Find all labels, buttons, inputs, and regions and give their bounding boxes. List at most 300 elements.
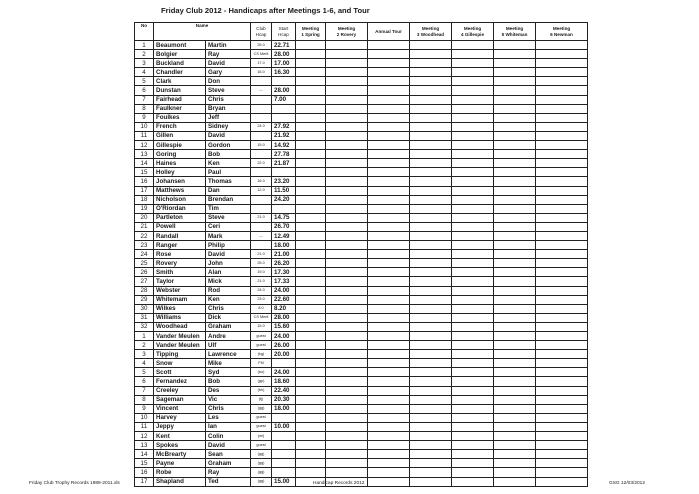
surname-cell: Spokes: [154, 441, 206, 450]
row-number: 13: [135, 150, 154, 159]
table-row: [135, 250, 588, 259]
score-cell: [494, 86, 536, 95]
club-hcap-cell: 25.0: [251, 259, 272, 268]
row-number: 3: [135, 350, 154, 359]
score-cell: [326, 204, 368, 213]
score-cell: [296, 277, 326, 286]
row-number: 16: [135, 468, 154, 477]
score-cell: [452, 286, 494, 295]
score-cell: [368, 377, 410, 386]
score-cell: [452, 113, 494, 122]
start-hcap-cell: 20.30: [272, 395, 296, 404]
table-row: [135, 350, 588, 359]
surname-cell: Faulkner: [154, 104, 206, 113]
table-row: [135, 122, 588, 131]
score-cell: [494, 386, 536, 395]
table-row: [135, 86, 588, 95]
score-cell: [326, 131, 368, 140]
score-cell: [536, 186, 588, 195]
score-cell: [410, 213, 452, 222]
score-cell: [536, 131, 588, 140]
score-cell: [326, 68, 368, 77]
club-hcap-cell: guest: [251, 332, 272, 341]
col-name: Name: [154, 23, 251, 41]
score-cell: [326, 277, 368, 286]
score-cell: [326, 459, 368, 468]
score-cell: [452, 450, 494, 459]
score-cell: [296, 422, 326, 431]
row-number: 14: [135, 450, 154, 459]
first-name-cell: Rod: [206, 286, 251, 295]
score-cell: [536, 422, 588, 431]
score-cell: [536, 432, 588, 441]
score-cell: [410, 432, 452, 441]
score-cell: [296, 150, 326, 159]
surname-cell: Creeley: [154, 386, 206, 395]
score-cell: [326, 304, 368, 313]
score-cell: [410, 450, 452, 459]
club-hcap-cell: [251, 241, 272, 250]
score-cell: [368, 213, 410, 222]
row-number: 5: [135, 368, 154, 377]
score-cell: [410, 113, 452, 122]
surname-cell: Johansen: [154, 177, 206, 186]
row-number: 19: [135, 204, 154, 213]
score-cell: [494, 104, 536, 113]
score-cell: [296, 295, 326, 304]
score-cell: [452, 422, 494, 431]
score-cell: [410, 41, 452, 50]
score-cell: [326, 450, 368, 459]
score-cell: [326, 59, 368, 68]
start-hcap-cell: [272, 359, 296, 368]
score-cell: [536, 77, 588, 86]
col-no: No: [135, 23, 154, 41]
club-hcap-cell: 25.0: [251, 41, 272, 50]
start-hcap-cell: 21.87: [272, 159, 296, 168]
score-cell: [368, 250, 410, 259]
table-row: [135, 59, 588, 68]
score-cell: [326, 150, 368, 159]
score-cell: [368, 322, 410, 331]
score-cell: [536, 377, 588, 386]
score-cell: [536, 468, 588, 477]
start-hcap-cell: 10.00: [272, 422, 296, 431]
score-cell: [326, 432, 368, 441]
table-row: [135, 277, 588, 286]
score-cell: [368, 350, 410, 359]
score-cell: [452, 95, 494, 104]
club-hcap-cell: [251, 131, 272, 140]
score-cell: [536, 359, 588, 368]
score-cell: [410, 168, 452, 177]
start-hcap-cell: [272, 450, 296, 459]
surname-cell: Whitemam: [154, 295, 206, 304]
surname-cell: Woodhead: [154, 322, 206, 331]
player-rows: [135, 41, 588, 487]
first-name-cell: Ulf: [206, 341, 251, 350]
surname-cell: Vincent: [154, 404, 206, 413]
club-hcap-cell: 16.0: [251, 68, 272, 77]
score-cell: [536, 231, 588, 240]
start-hcap-cell: 20.00: [272, 350, 296, 359]
score-cell: [494, 250, 536, 259]
club-hcap-cell: 21.0: [251, 250, 272, 259]
score-cell: [452, 159, 494, 168]
club-hcap-cell: [251, 104, 272, 113]
row-number: 1: [135, 41, 154, 50]
first-name-cell: John: [206, 259, 251, 268]
score-cell: [296, 86, 326, 95]
score-cell: [368, 450, 410, 459]
score-cell: [326, 286, 368, 295]
score-cell: [410, 332, 452, 341]
score-cell: [410, 241, 452, 250]
start-hcap-cell: [272, 168, 296, 177]
table-row: [135, 131, 588, 140]
score-cell: [494, 95, 536, 104]
score-cell: [296, 359, 326, 368]
score-cell: [326, 377, 368, 386]
score-cell: [296, 259, 326, 268]
score-cell: [536, 50, 588, 59]
score-cell: [452, 368, 494, 377]
score-cell: [410, 122, 452, 131]
surname-cell: Dunstan: [154, 86, 206, 95]
score-cell: [326, 259, 368, 268]
score-cell: [536, 341, 588, 350]
row-number: 9: [135, 404, 154, 413]
club-hcap-cell: guest: [251, 422, 272, 431]
table-row: [135, 168, 588, 177]
club-hcap-cell: 15.0: [251, 141, 272, 150]
score-cell: [536, 122, 588, 131]
row-number: 22: [135, 231, 154, 240]
table-row: [135, 432, 588, 441]
score-cell: [296, 341, 326, 350]
score-cell: [296, 204, 326, 213]
club-hcap-cell: CS Merit: [251, 313, 272, 322]
score-cell: [410, 268, 452, 277]
club-hcap-cell: 17.0: [251, 59, 272, 68]
score-cell: [494, 168, 536, 177]
score-cell: [296, 241, 326, 250]
club-hcap-cell: (gg): [251, 404, 272, 413]
table-row: [135, 368, 588, 377]
score-cell: [410, 104, 452, 113]
score-cell: [368, 422, 410, 431]
score-cell: [410, 222, 452, 231]
row-number: 13: [135, 441, 154, 450]
surname-cell: Webster: [154, 286, 206, 295]
start-hcap-cell: 17.33: [272, 277, 296, 286]
score-cell: [452, 59, 494, 68]
score-cell: [296, 450, 326, 459]
score-cell: [452, 68, 494, 77]
start-hcap-cell: [272, 441, 296, 450]
start-hcap-cell: 14.92: [272, 141, 296, 150]
row-number: 28: [135, 286, 154, 295]
score-cell: [452, 104, 494, 113]
score-cell: [494, 204, 536, 213]
score-cell: [296, 213, 326, 222]
score-cell: [452, 313, 494, 322]
surname-cell: Taylor: [154, 277, 206, 286]
score-cell: [368, 241, 410, 250]
score-cell: [368, 50, 410, 59]
score-cell: [494, 77, 536, 86]
footer-sheet-name: Handicap Records 2012: [313, 481, 365, 486]
table-row: [135, 213, 588, 222]
header-row: [135, 23, 588, 41]
score-cell: [368, 286, 410, 295]
score-cell: [536, 441, 588, 450]
first-name-cell: Vic: [206, 395, 251, 404]
club-hcap-cell: guest: [251, 341, 272, 350]
score-cell: [368, 295, 410, 304]
score-cell: [410, 86, 452, 95]
score-cell: [296, 432, 326, 441]
score-cell: [536, 332, 588, 341]
row-number: 29: [135, 295, 154, 304]
score-cell: [410, 177, 452, 186]
score-cell: [410, 259, 452, 268]
score-cell: [536, 159, 588, 168]
first-name-cell: Chris: [206, 95, 251, 104]
row-number: 18: [135, 195, 154, 204]
row-number: 7: [135, 386, 154, 395]
score-cell: [410, 77, 452, 86]
score-cell: [494, 41, 536, 50]
first-name-cell: Ken: [206, 295, 251, 304]
first-name-cell: Andre: [206, 332, 251, 341]
club-hcap-cell: CS Merit: [251, 50, 272, 59]
first-name-cell: Don: [206, 77, 251, 86]
first-name-cell: Ray: [206, 50, 251, 59]
score-cell: [452, 150, 494, 159]
score-cell: [368, 468, 410, 477]
score-cell: [536, 177, 588, 186]
score-cell: [326, 231, 368, 240]
score-cell: [296, 113, 326, 122]
first-name-cell: Bob: [206, 150, 251, 159]
table-row: [135, 422, 588, 431]
first-name-cell: David: [206, 441, 251, 450]
score-cell: [536, 313, 588, 322]
score-cell: [494, 222, 536, 231]
score-cell: [410, 404, 452, 413]
score-cell: [452, 222, 494, 231]
row-number: 12: [135, 141, 154, 150]
score-cell: [326, 241, 368, 250]
score-cell: [326, 177, 368, 186]
first-name-cell: Graham: [206, 459, 251, 468]
score-cell: [326, 268, 368, 277]
surname-cell: Payne: [154, 459, 206, 468]
club-hcap-cell: [251, 195, 272, 204]
score-cell: [296, 231, 326, 240]
table-row: [135, 95, 588, 104]
row-number: 17: [135, 477, 154, 486]
score-cell: [452, 141, 494, 150]
first-name-cell: Gary: [206, 68, 251, 77]
score-cell: [296, 268, 326, 277]
first-name-cell: Les: [206, 413, 251, 422]
first-name-cell: Tim: [206, 204, 251, 213]
score-cell: [452, 413, 494, 422]
table-row: [135, 395, 588, 404]
score-cell: [536, 395, 588, 404]
first-name-cell: Mick: [206, 277, 251, 286]
score-cell: [368, 150, 410, 159]
club-hcap-cell: [251, 150, 272, 159]
score-cell: [536, 350, 588, 359]
club-hcap-cell: (gg): [251, 459, 272, 468]
club-hcap-cell: 19.0: [251, 268, 272, 277]
surname-cell: Rovery: [154, 259, 206, 268]
score-cell: [368, 359, 410, 368]
first-name-cell: David: [206, 59, 251, 68]
table-row: [135, 286, 588, 295]
table-row: [135, 231, 588, 240]
score-cell: [410, 322, 452, 331]
start-hcap-cell: 24.20: [272, 195, 296, 204]
table-row: [135, 377, 588, 386]
row-number: 8: [135, 395, 154, 404]
start-hcap-cell: 22.40: [272, 386, 296, 395]
score-cell: [296, 468, 326, 477]
score-cell: [296, 122, 326, 131]
score-cell: [296, 195, 326, 204]
first-name-cell: Colin: [206, 432, 251, 441]
first-name-cell: Chris: [206, 404, 251, 413]
footer-filename: Friday Club Trophy Records 1988-2011.xls: [29, 481, 120, 486]
first-name-cell: Paul: [206, 168, 251, 177]
start-hcap-cell: [272, 113, 296, 122]
score-cell: [494, 241, 536, 250]
score-cell: [410, 386, 452, 395]
score-cell: [536, 222, 588, 231]
surname-cell: O'Riordan: [154, 204, 206, 213]
score-cell: [368, 477, 410, 486]
score-cell: [368, 222, 410, 231]
score-cell: [296, 441, 326, 450]
score-cell: [452, 404, 494, 413]
score-cell: [536, 113, 588, 122]
row-number: 10: [135, 413, 154, 422]
col-start-hcap: Start Hcap: [272, 23, 296, 41]
score-cell: [452, 341, 494, 350]
start-hcap-cell: 28.00: [272, 50, 296, 59]
score-cell: [494, 422, 536, 431]
table-row: [135, 104, 588, 113]
score-cell: [368, 341, 410, 350]
score-cell: [296, 50, 326, 59]
score-cell: [296, 41, 326, 50]
row-number: 31: [135, 313, 154, 322]
score-cell: [452, 213, 494, 222]
club-hcap-cell: 21.0: [251, 277, 272, 286]
score-cell: [410, 313, 452, 322]
score-cell: [494, 468, 536, 477]
score-cell: [326, 359, 368, 368]
row-number: 4: [135, 359, 154, 368]
score-cell: [536, 450, 588, 459]
first-name-cell: Ken: [206, 159, 251, 168]
score-cell: [326, 313, 368, 322]
table-row: [135, 322, 588, 331]
score-cell: [368, 177, 410, 186]
score-cell: [368, 77, 410, 86]
surname-cell: Matthews: [154, 186, 206, 195]
score-cell: [536, 95, 588, 104]
score-cell: [536, 195, 588, 204]
score-cell: [494, 322, 536, 331]
first-name-cell: Syd: [206, 368, 251, 377]
score-cell: [536, 286, 588, 295]
surname-cell: Gillespie: [154, 141, 206, 150]
score-cell: [296, 368, 326, 377]
score-cell: [452, 86, 494, 95]
score-cell: [452, 177, 494, 186]
score-cell: [326, 368, 368, 377]
table-row: [135, 186, 588, 195]
score-cell: [410, 413, 452, 422]
score-cell: [296, 131, 326, 140]
score-cell: [536, 68, 588, 77]
first-name-cell: Ray: [206, 468, 251, 477]
score-cell: [326, 159, 368, 168]
first-name-cell: Steve: [206, 86, 251, 95]
score-cell: [452, 322, 494, 331]
score-cell: [368, 159, 410, 168]
surname-cell: Smith: [154, 268, 206, 277]
table-row: [135, 50, 588, 59]
score-cell: [494, 50, 536, 59]
score-cell: [410, 204, 452, 213]
score-cell: [296, 377, 326, 386]
start-hcap-cell: 15.00: [272, 477, 296, 486]
club-hcap-cell: [251, 95, 272, 104]
score-cell: [410, 131, 452, 140]
surname-cell: Harvey: [154, 413, 206, 422]
surname-cell: Snow: [154, 359, 206, 368]
row-number: 21: [135, 222, 154, 231]
score-cell: [452, 122, 494, 131]
score-cell: [536, 277, 588, 286]
start-hcap-cell: 28.00: [272, 86, 296, 95]
club-hcap-cell: 16.0: [251, 177, 272, 186]
start-hcap-cell: 12.49: [272, 231, 296, 240]
club-hcap-cell: FM: [251, 359, 272, 368]
first-name-cell: Bob: [206, 377, 251, 386]
col-meeting-3: Meeting 3 Woodhead: [410, 23, 452, 41]
score-cell: [494, 277, 536, 286]
score-cell: [494, 313, 536, 322]
start-hcap-cell: 18.00: [272, 241, 296, 250]
score-cell: [368, 386, 410, 395]
score-cell: [494, 150, 536, 159]
score-cell: [368, 204, 410, 213]
first-name-cell: Thomas: [206, 177, 251, 186]
first-name-cell: Graham: [206, 322, 251, 331]
row-number: 2: [135, 50, 154, 59]
start-hcap-cell: 24.00: [272, 332, 296, 341]
score-cell: [410, 186, 452, 195]
start-hcap-cell: [272, 432, 296, 441]
score-cell: [326, 441, 368, 450]
score-cell: [410, 477, 452, 486]
